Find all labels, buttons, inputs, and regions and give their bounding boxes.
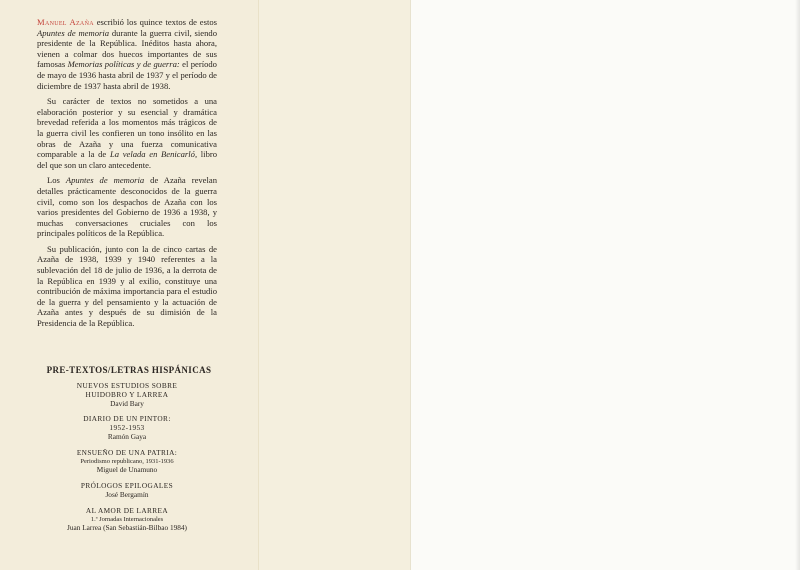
author-name: Manuel Azaña <box>37 17 94 27</box>
book-author: Juan Larrea (San Sebastián-Bilbao 1984) <box>67 523 187 533</box>
book-author: Ramón Gaya <box>107 431 147 441</box>
right-panel <box>410 0 800 570</box>
paragraph-3: Los Apuntes de memoria de Azaña revelan detalles prácticamente desconocidos de la guerra civil, como son los despachos de Azaña con los varios presidentes del Gobierno de 1936 a 1938, y muchas conversaciones cruciales con los principales políticos de la República. <box>37 175 217 239</box>
book-entry: DIARIO DE UN PINTOR: 1952-1953 Ramón Gaya <box>37 415 217 441</box>
book-entry: ENSUEÑO DE UNA PATRIA: Periodismo republicano, 1931-1936 Miguel de Unamuno <box>37 449 217 475</box>
paragraph-4: Su publicación, junto con la de cinco cartas de Azaña de 1938, 1939 y 1940 referentes a la sublevación del 18 de julio de 1936, a la derrota de la República en 1939 y al exilio, constituye una contribución de máxima importancia para el estudio de la guerra y del pensamiento y la actuación de Azaña antes y después de su dimisión de la Presidencia de la República. <box>37 243 217 329</box>
paragraph-1: Manuel Azaña escribió los quince textos de estos Apuntes de memoria durante la guerra civil, siendo presidente de la República. Inéditos hasta ahora, vienen a colmar dos huecos importantes de sus famosas Memorias políticas y de guerra: el período de mayo de 1936 hasta abril de 1937 y el período de diciembre de 1937 hasta abril de 1938. <box>37 17 217 91</box>
book-author: José Bergamín <box>105 489 149 499</box>
book-entry: PRÓLOGOS EPILOGALES José Bergamín <box>37 482 217 500</box>
series-book-list <box>37 382 217 540</box>
book-author: Miguel de Unamuno <box>96 465 158 475</box>
book-entry: NUEVOS ESTUDIOS SOBRE HUIDOBRO Y LARREA David Bary <box>37 382 217 408</box>
middle-panel <box>258 0 411 570</box>
book-author: David Bary <box>110 398 144 408</box>
page-edge-shadow <box>795 0 800 570</box>
series-title: PRE-TEXTOS/LETRAS HISPÁNICAS <box>46 365 212 375</box>
book-entry: AL AMOR DE LARREA 1.ª Jornadas Internacionales Juan Larrea (San Sebastián-Bilbao 1984) <box>37 507 217 533</box>
paragraph-2: Su carácter de textos no sometidos a una elaboración posterior y su esencial y dramática brevedad referida a los momentos más trágicos de la guerra civil les confieren un tono insólito en las obras de Azaña y una fuerza comunicativa comparable a la de La velada en Benicarló, libro del que son un claro antecedente. <box>37 96 218 170</box>
description-text <box>37 17 217 334</box>
